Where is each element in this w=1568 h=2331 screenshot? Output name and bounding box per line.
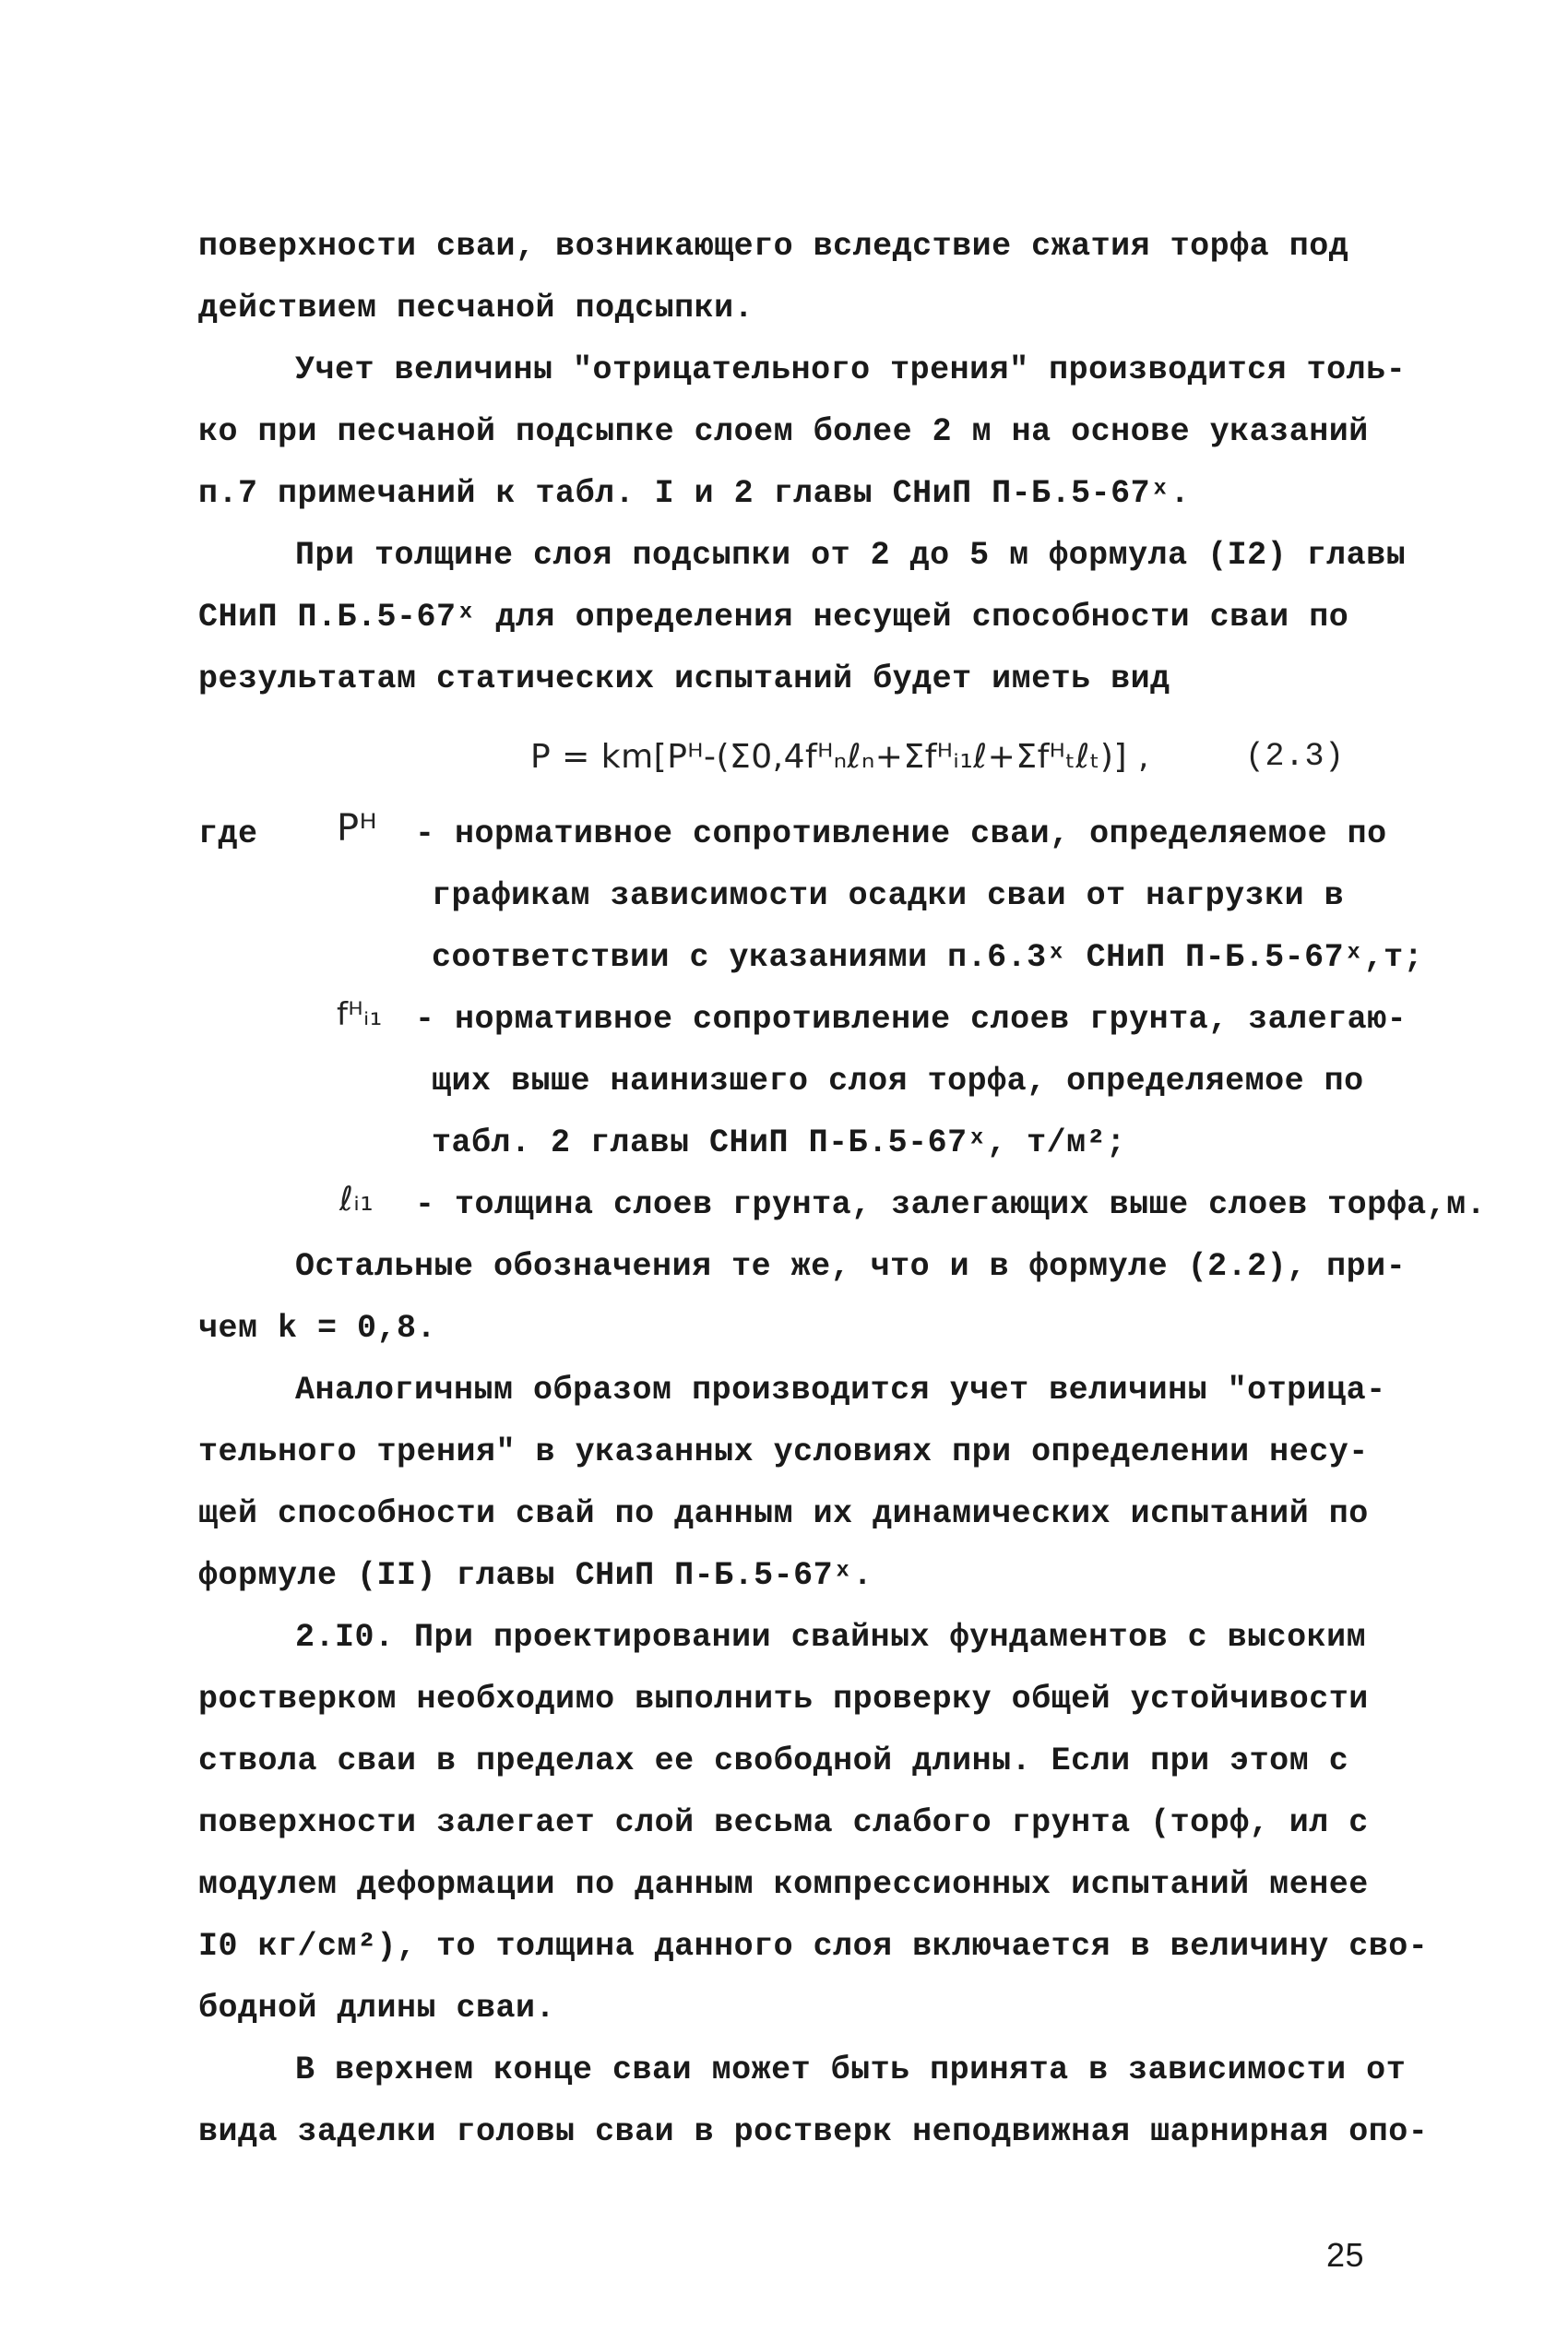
text-line: ствола сваи в пределах ее свободной длины. Если при этом с	[198, 1742, 1349, 1779]
text-line: - нормативное сопротивление сваи, определяемое по	[415, 815, 1387, 852]
text-line: СНиП П.Б.5-67ˣ для определения несущей способности сваи по	[198, 599, 1349, 636]
symbol-f-i1: fᴴᵢ₁	[337, 996, 383, 1033]
text-line: табл. 2 главы СНиП П-Б.5-67ˣ, т/м²;	[432, 1124, 1126, 1161]
text-line: - толщина слоев грунта, залегающих выше слоев торфа,м.	[415, 1186, 1487, 1223]
text-line: где	[198, 815, 258, 852]
text-line: чем k = 0,8.	[198, 1310, 437, 1347]
text-line: соответствии с указаниями п.6.3ˣ СНиП П-Б.5-67ˣ,т;	[432, 939, 1424, 976]
text-line: При толщине слоя подсыпки от 2 до 5 м формула (I2) главы	[295, 537, 1407, 574]
symbol-l-i1: ℓᵢ₁	[339, 1181, 374, 1219]
text-line: вида заделки головы сваи в ростверк неподвижная шарнирная опо-	[198, 2113, 1429, 2150]
text-line: Учет величины "отрицательного трения" производится толь-	[295, 351, 1407, 388]
text-line: графикам зависимости осадки сваи от нагрузки в	[432, 877, 1345, 914]
text-line: п.7 примечаний к табл. I и 2 главы СНиП П-Б.5-67ˣ.	[198, 475, 1191, 512]
text-line: щей способности свай по данным их динамических испытаний по	[198, 1495, 1369, 1532]
text-line: 2.I0. При проектировании свайных фундаментов с высоким	[295, 1619, 1367, 1656]
formula-2-3: P = km[Pᴴ-(Σ0,4fᴴₙℓₙ+Σfᴴᵢ₁ℓ+Σfᴴₜℓₜ)] ,	[530, 738, 1149, 776]
text-line: Остальные обозначения те же, что и в формуле (2.2), при-	[295, 1248, 1407, 1285]
text-line: действием песчаной подсыпки.	[198, 290, 754, 327]
formula-number: (2.3)	[1245, 738, 1345, 775]
text-line: ко при песчаной подсыпке слоем более 2 м на основе указаний	[198, 413, 1369, 450]
text-line: I0 кг/см²), то толщина данного слоя включается в величину сво-	[198, 1928, 1429, 1965]
text-line: поверхности залегает слой весьма слабого грунта (торф, ил с	[198, 1804, 1369, 1841]
page-number: 25	[1326, 2236, 1365, 2274]
text-line: щих выше наинизшего слоя торфа, определяемое по	[432, 1063, 1364, 1100]
text-line: - нормативное сопротивление слоев грунта, залегаю-	[415, 1001, 1408, 1038]
text-line: поверхности сваи, возникающего вследствие сжатия торфа под	[198, 228, 1349, 265]
text-line: модулем деформации по данным компрессионных испытаний менее	[198, 1866, 1369, 1903]
text-line: Аналогичным образом производится учет величины "отрица-	[295, 1372, 1386, 1409]
text-line: формуле (II) главы СНиП П-Б.5-67ˣ.	[198, 1557, 873, 1594]
text-line: ростверком необходимо выполнить проверку общей устойчивости	[198, 1681, 1369, 1718]
symbol-p-norm: Pᴴ	[337, 807, 378, 850]
text-line: В верхнем конце сваи может быть принята в зависимости от	[295, 2052, 1407, 2088]
text-line: бодной длины сваи.	[198, 1990, 556, 2027]
text-line: тельного трения" в указанных условиях при определении несу-	[198, 1433, 1369, 1470]
text-line: результатам статических испытаний будет иметь вид	[198, 660, 1170, 697]
